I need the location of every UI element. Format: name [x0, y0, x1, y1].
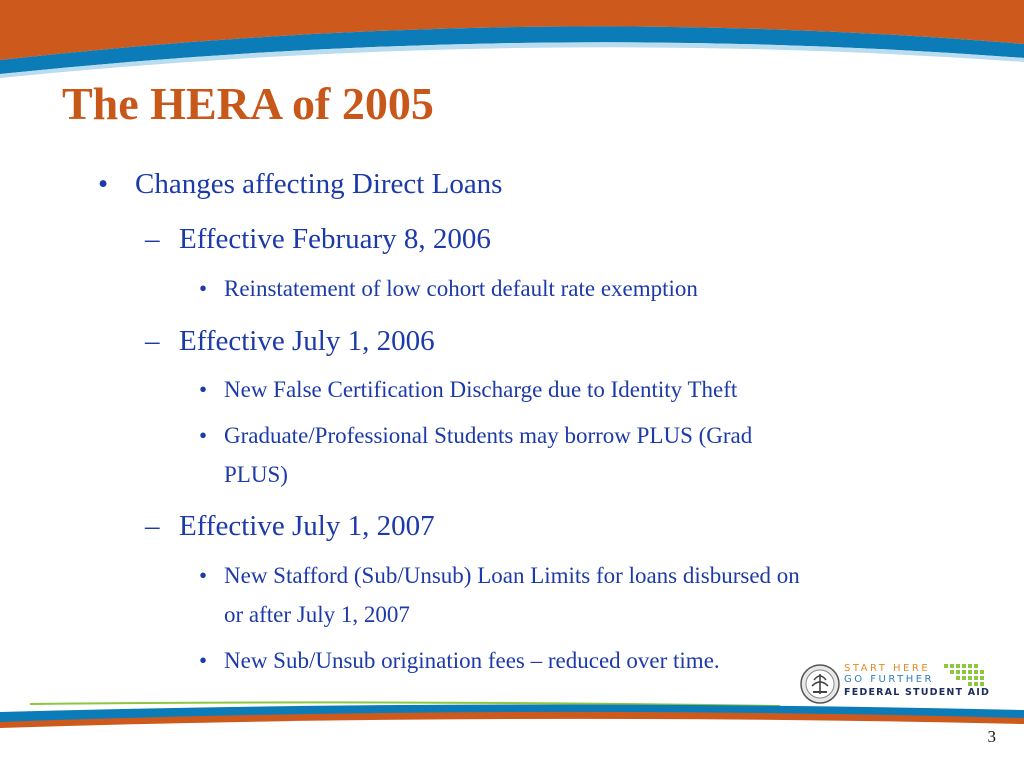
bullet-text: PLUS)	[224, 462, 288, 487]
bullet-text: or after July 1, 2007	[224, 602, 410, 627]
bullet-text: New Sub/Unsub origination fees – reduced over time.	[224, 648, 720, 673]
page-number: 3	[987, 727, 996, 746]
bullet-marker: •	[199, 377, 208, 402]
logo-line3: FEDERAL STUDENT AID	[844, 687, 991, 698]
bullet-marker: •	[199, 648, 208, 673]
bullet-text: Reinstatement of low cohort default rate exemption	[224, 276, 698, 301]
top-decorative-band	[0, 0, 1024, 80]
bullet-text: Effective July 1, 2007	[179, 510, 435, 542]
bullet-text: Effective July 1, 2006	[179, 325, 435, 357]
bullet-marker: •	[199, 423, 208, 448]
bullet-marker: •	[98, 168, 109, 200]
dash-marker: –	[145, 325, 160, 357]
slide-title: The HERA of 2005	[62, 78, 434, 129]
bullet-text: Graduate/Professional Students may borrow PLUS (Grad	[224, 423, 753, 448]
department-seal-icon	[800, 664, 840, 704]
bullet-text: New Stafford (Sub/Unsub) Loan Limits for loans disbursed on	[224, 563, 800, 588]
logo-line1: START HERE	[844, 663, 931, 674]
bullet-text: New False Certification Discharge due to Identity Theft	[224, 377, 738, 402]
logo-line2: GO FURTHER	[844, 674, 934, 685]
dot-grid-icon	[944, 664, 988, 686]
bullet-text: Effective February 8, 2006	[179, 223, 491, 255]
dash-marker: –	[145, 510, 160, 542]
dash-marker: –	[145, 223, 160, 255]
bullet-marker: •	[199, 276, 208, 301]
federal-student-aid-logo	[796, 662, 1002, 704]
bullet-text: Changes affecting Direct Loans	[135, 168, 503, 200]
bullet-marker: •	[199, 563, 208, 588]
